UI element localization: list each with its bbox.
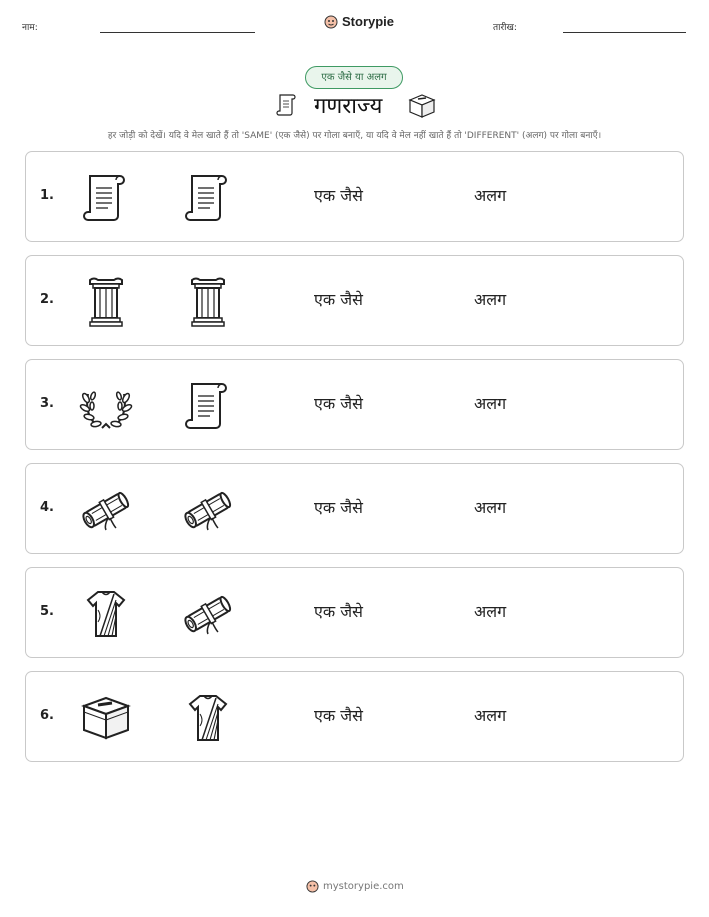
- brand: [324, 14, 394, 29]
- same-option[interactable]: एक जैसे: [314, 498, 363, 517]
- different-option[interactable]: अलग: [474, 706, 507, 725]
- same-option[interactable]: एक जैसे: [314, 602, 363, 621]
- question-number: 1.: [40, 188, 54, 203]
- toga-icon: [78, 586, 134, 642]
- ballot-box-icon: [406, 92, 438, 120]
- question-card: [25, 567, 684, 658]
- storypie-logo-icon: [306, 880, 319, 893]
- same-option[interactable]: एक जैसे: [314, 186, 363, 205]
- date-write-line[interactable]: [563, 32, 686, 33]
- question-number: 3.: [40, 396, 54, 411]
- column-icon: [180, 274, 236, 330]
- question-number: 2.: [40, 292, 54, 307]
- storypie-logo-icon: [324, 15, 338, 29]
- scroll-icon: [274, 92, 300, 118]
- footer: [306, 880, 404, 893]
- different-option[interactable]: अलग: [474, 186, 507, 205]
- different-option[interactable]: अलग: [474, 498, 507, 517]
- name-label: नाम:: [22, 23, 38, 33]
- brand-name: Storypie: [342, 14, 395, 29]
- scroll-icon: [78, 170, 134, 226]
- question-number: 4.: [40, 500, 54, 515]
- different-option[interactable]: अलग: [474, 394, 507, 413]
- rolled-scroll-icon: [180, 482, 236, 538]
- laurel-wreath-icon: [78, 378, 134, 434]
- toga-icon: [180, 690, 236, 746]
- instructions: हर जोड़ी को देखें। यदि वे मेल खाते हैं तो 'SAME' (एक जैसे) पर गोला बनाएँ, या यदि वे मेल नहीं खाते हैं तो 'DIFFERENT' (अलग) पर गोला बनाएँ।: [107, 131, 602, 141]
- ballot-box-icon: [78, 690, 134, 746]
- worksheet-header: [0, 14, 709, 38]
- name-write-line[interactable]: [100, 32, 255, 33]
- question-card: [25, 359, 684, 450]
- rolled-scroll-icon: [78, 482, 134, 538]
- question-number: 6.: [40, 708, 54, 723]
- scroll-icon: [180, 378, 236, 434]
- question-card: [25, 463, 684, 554]
- question-card: [25, 671, 684, 762]
- question-number: 5.: [40, 604, 54, 619]
- question-card: [25, 255, 684, 346]
- worksheet-type-badge: एक जैसे या अलग: [305, 66, 403, 89]
- date-label: तारीख:: [493, 23, 517, 33]
- same-option[interactable]: एक जैसे: [314, 706, 363, 725]
- title-row: [0, 88, 709, 122]
- different-option[interactable]: अलग: [474, 602, 507, 621]
- rolled-scroll-icon: [180, 586, 236, 642]
- page-title: गणराज्य: [314, 94, 383, 119]
- same-option[interactable]: एक जैसे: [314, 290, 363, 309]
- column-icon: [78, 274, 134, 330]
- scroll-icon: [180, 170, 236, 226]
- footer-url[interactable]: mystorypie.com: [323, 881, 404, 892]
- different-option[interactable]: अलग: [474, 290, 507, 309]
- same-option[interactable]: एक जैसे: [314, 394, 363, 413]
- question-card: [25, 151, 684, 242]
